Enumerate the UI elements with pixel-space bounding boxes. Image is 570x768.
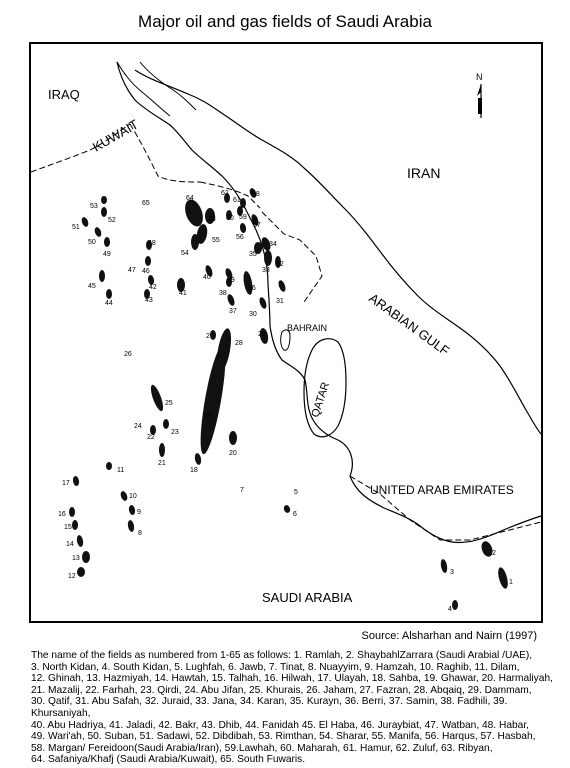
oil-field-53: [101, 196, 107, 204]
oil-field-4: [452, 600, 458, 610]
field-legend: The name of the fields as numbered from 1-65 as follows: 1. Ramlah, 2. ShaybahlZarrara (Saudi Arabial /UAE), 3. North Kidan, 4. South Kidan, 5. Lughfah, 6. Jawb, 7. Tinat, 8. Nuayyim, 9. Hamzah, 10. Raghib, 11. Dilam, 12. Ghinah, 13. Hazmiyah, 14. Hawtah, 15. Talhah, 16. Hilwah, 17. Ulayah, 18. Sahba, 19. Ghawar, 20. Harmaliyah, 21. Mazalij, 22. Farhah, 23. Qirdi, 24. Abu Jifan, 25. Khurais, 26. Jaham, 27. Fazran, 28. Abqaiq, 29. Dammam, 30. Qatif, 31. Abu Safah, 32. Juraid, 33. Jana, 34. Karan, 35. Kurayn, 36. Berri, 37. Samin, 38. Fadhili, 39. Khursaniyah, 40. Abu Hadriya, 41. Jaladi, 42. Bakr, 43. Dhib, 44. Fanidah 45. El Haba, 46. Juraybiat, 47. Watban, 48. Habar, 49. Wari'ah, 50. Suban, 51. Sadawi, 52. Dibdibah, 53. Rimthan, 54. Sharar, 55. Manifa, 56. Harqus, 57. Hasbah, 58. Margan/ Fereidoon(Saudi Arabia/Iran), 59.Lawhah, 60. Maharah, 61. Hamur, 62. Zuluf, 63. Ribyan, 64. Safaniya/Khafj (Saudi Arabia/Kuwait), 65. South Fuwaris.: [31, 650, 553, 766]
field-number-57: 57: [253, 222, 261, 229]
field-number-36: 36: [248, 285, 256, 292]
oil-field-33: [264, 250, 272, 266]
label-qatar: QATAR: [309, 380, 333, 419]
oil-field-18: [194, 453, 202, 466]
field-number-51: 51: [72, 224, 80, 231]
oil-field-11: [106, 462, 112, 470]
field-number-25: 25: [165, 400, 173, 407]
oil-field-6: [283, 504, 291, 514]
field-number-55: 55: [212, 237, 220, 244]
field-number-31: 31: [276, 298, 284, 305]
field-number-2: 2: [492, 550, 496, 557]
field-number-10: 10: [129, 493, 137, 500]
field-number-64: 64: [186, 195, 194, 202]
field-number-20: 20: [229, 450, 237, 457]
oil-field-45: [99, 270, 105, 282]
oil-field-8: [127, 520, 135, 533]
field-number-29: 29: [258, 331, 266, 338]
field-number-49: 49: [103, 251, 111, 258]
oil-field-44: [106, 289, 112, 299]
field-number-56: 56: [236, 234, 244, 241]
oil-field-52: [101, 207, 107, 217]
field-number-8: 8: [138, 530, 142, 537]
oil-field-25: [148, 383, 165, 412]
field-number-12: 12: [68, 573, 76, 580]
oil-field-49: [104, 237, 110, 247]
field-number-60: 60: [226, 215, 234, 222]
oil-field-31: [277, 279, 287, 292]
north-arrow-icon: [477, 84, 482, 118]
field-number-17: 17: [62, 480, 70, 487]
oil-field-20: [229, 431, 237, 445]
label-bahrain: BAHRAIN: [287, 323, 328, 333]
map-title: Major oil and gas fields of Saudi Arabia: [138, 12, 432, 31]
oil-field-23: [163, 419, 169, 429]
field-number-62: 62: [221, 190, 229, 197]
field-number-59: 59: [239, 214, 247, 221]
iran-coastline: [135, 70, 541, 434]
field-number-26: 26: [124, 351, 132, 358]
field-number-18: 18: [190, 467, 198, 474]
field-number-21: 21: [158, 460, 166, 467]
field-number-22: 22: [147, 434, 155, 441]
field-number-13: 13: [72, 555, 80, 562]
field-number-11: 11: [117, 467, 125, 474]
source-note: Source: Alsharhan and Nairn (1997): [361, 630, 537, 642]
field-number-23: 23: [171, 429, 179, 436]
field-number-9: 9: [137, 509, 141, 516]
field-number-50: 50: [88, 239, 96, 246]
field-number-30: 30: [249, 311, 257, 318]
field-number-16: 16: [58, 511, 66, 518]
field-number-46: 46: [142, 268, 150, 275]
field-number-3: 3: [450, 569, 454, 576]
field-number-4: 4: [448, 606, 452, 613]
field-number-65: 65: [142, 200, 150, 207]
field-number-48: 48: [148, 240, 156, 247]
field-number-52: 52: [108, 217, 116, 224]
label-saudi-arabia: SAUDI ARABIA: [262, 590, 353, 605]
field-number-58: 58: [252, 191, 260, 198]
field-number-40: 40: [203, 274, 211, 281]
north-arrow-label: N: [476, 72, 483, 82]
field-number-63: 63: [208, 216, 216, 223]
field-number-42: 42: [149, 284, 157, 291]
field-number-45: 45: [88, 283, 96, 290]
oil-field-10: [119, 490, 128, 501]
arabian-coastline: [117, 62, 541, 543]
oil-field-14: [76, 535, 84, 548]
field-number-1: 1: [509, 579, 513, 586]
oil-field-1: [496, 566, 509, 589]
oil-field-12: [77, 567, 85, 577]
oil-field-46: [145, 256, 151, 266]
oil-field-51: [80, 216, 89, 227]
field-number-34: 34: [269, 241, 277, 248]
oil-field-17: [72, 476, 80, 487]
label-iran: IRAN: [407, 165, 441, 181]
field-number-38: 38: [219, 290, 227, 297]
oil-field-30: [258, 296, 268, 309]
oil-field-61: [240, 198, 246, 208]
field-number-24: 24: [134, 423, 142, 430]
oil-field-37: [226, 293, 236, 306]
field-number-37: 37: [229, 308, 237, 315]
field-number-41: 41: [179, 290, 187, 297]
oil-field-21: [159, 443, 165, 457]
oil-fields: [69, 187, 510, 610]
field-number-43: 43: [145, 297, 153, 304]
field-number-5: 5: [294, 489, 298, 496]
oil-field-9: [128, 505, 136, 516]
field-number-47: 47: [128, 267, 136, 274]
oil-field-16: [69, 507, 75, 517]
field-number-14: 14: [66, 541, 74, 548]
field-labels: [58, 190, 513, 613]
field-number-44: 44: [105, 300, 113, 307]
label-uae: UNITED ARAB EMIRATES: [370, 483, 514, 497]
field-number-6: 6: [293, 511, 297, 518]
field-number-35: 35: [249, 251, 257, 258]
label-kuwait: KUWAIT: [90, 116, 141, 155]
oil-field-3: [440, 559, 448, 574]
oil-field-56: [239, 223, 247, 234]
field-number-19: 19: [203, 413, 211, 420]
field-number-61: 61: [233, 197, 241, 204]
oil-field-15: [72, 520, 78, 530]
label-iraq: IRAQ: [48, 87, 80, 102]
label-arabian-gulf: ARABIAN GULF: [366, 290, 453, 359]
field-number-32: 32: [276, 261, 284, 268]
field-number-15: 15: [64, 524, 72, 531]
field-number-53: 53: [90, 203, 98, 210]
field-number-7: 7: [240, 487, 244, 494]
oil-field-13: [82, 551, 90, 563]
field-number-54: 54: [181, 250, 189, 257]
field-number-27: 27: [206, 333, 214, 340]
field-number-28: 28: [235, 340, 243, 347]
field-number-33: 33: [262, 267, 270, 274]
oil-field-50: [93, 226, 102, 237]
field-number-39: 39: [227, 277, 235, 284]
kuwait-border: [130, 124, 200, 182]
